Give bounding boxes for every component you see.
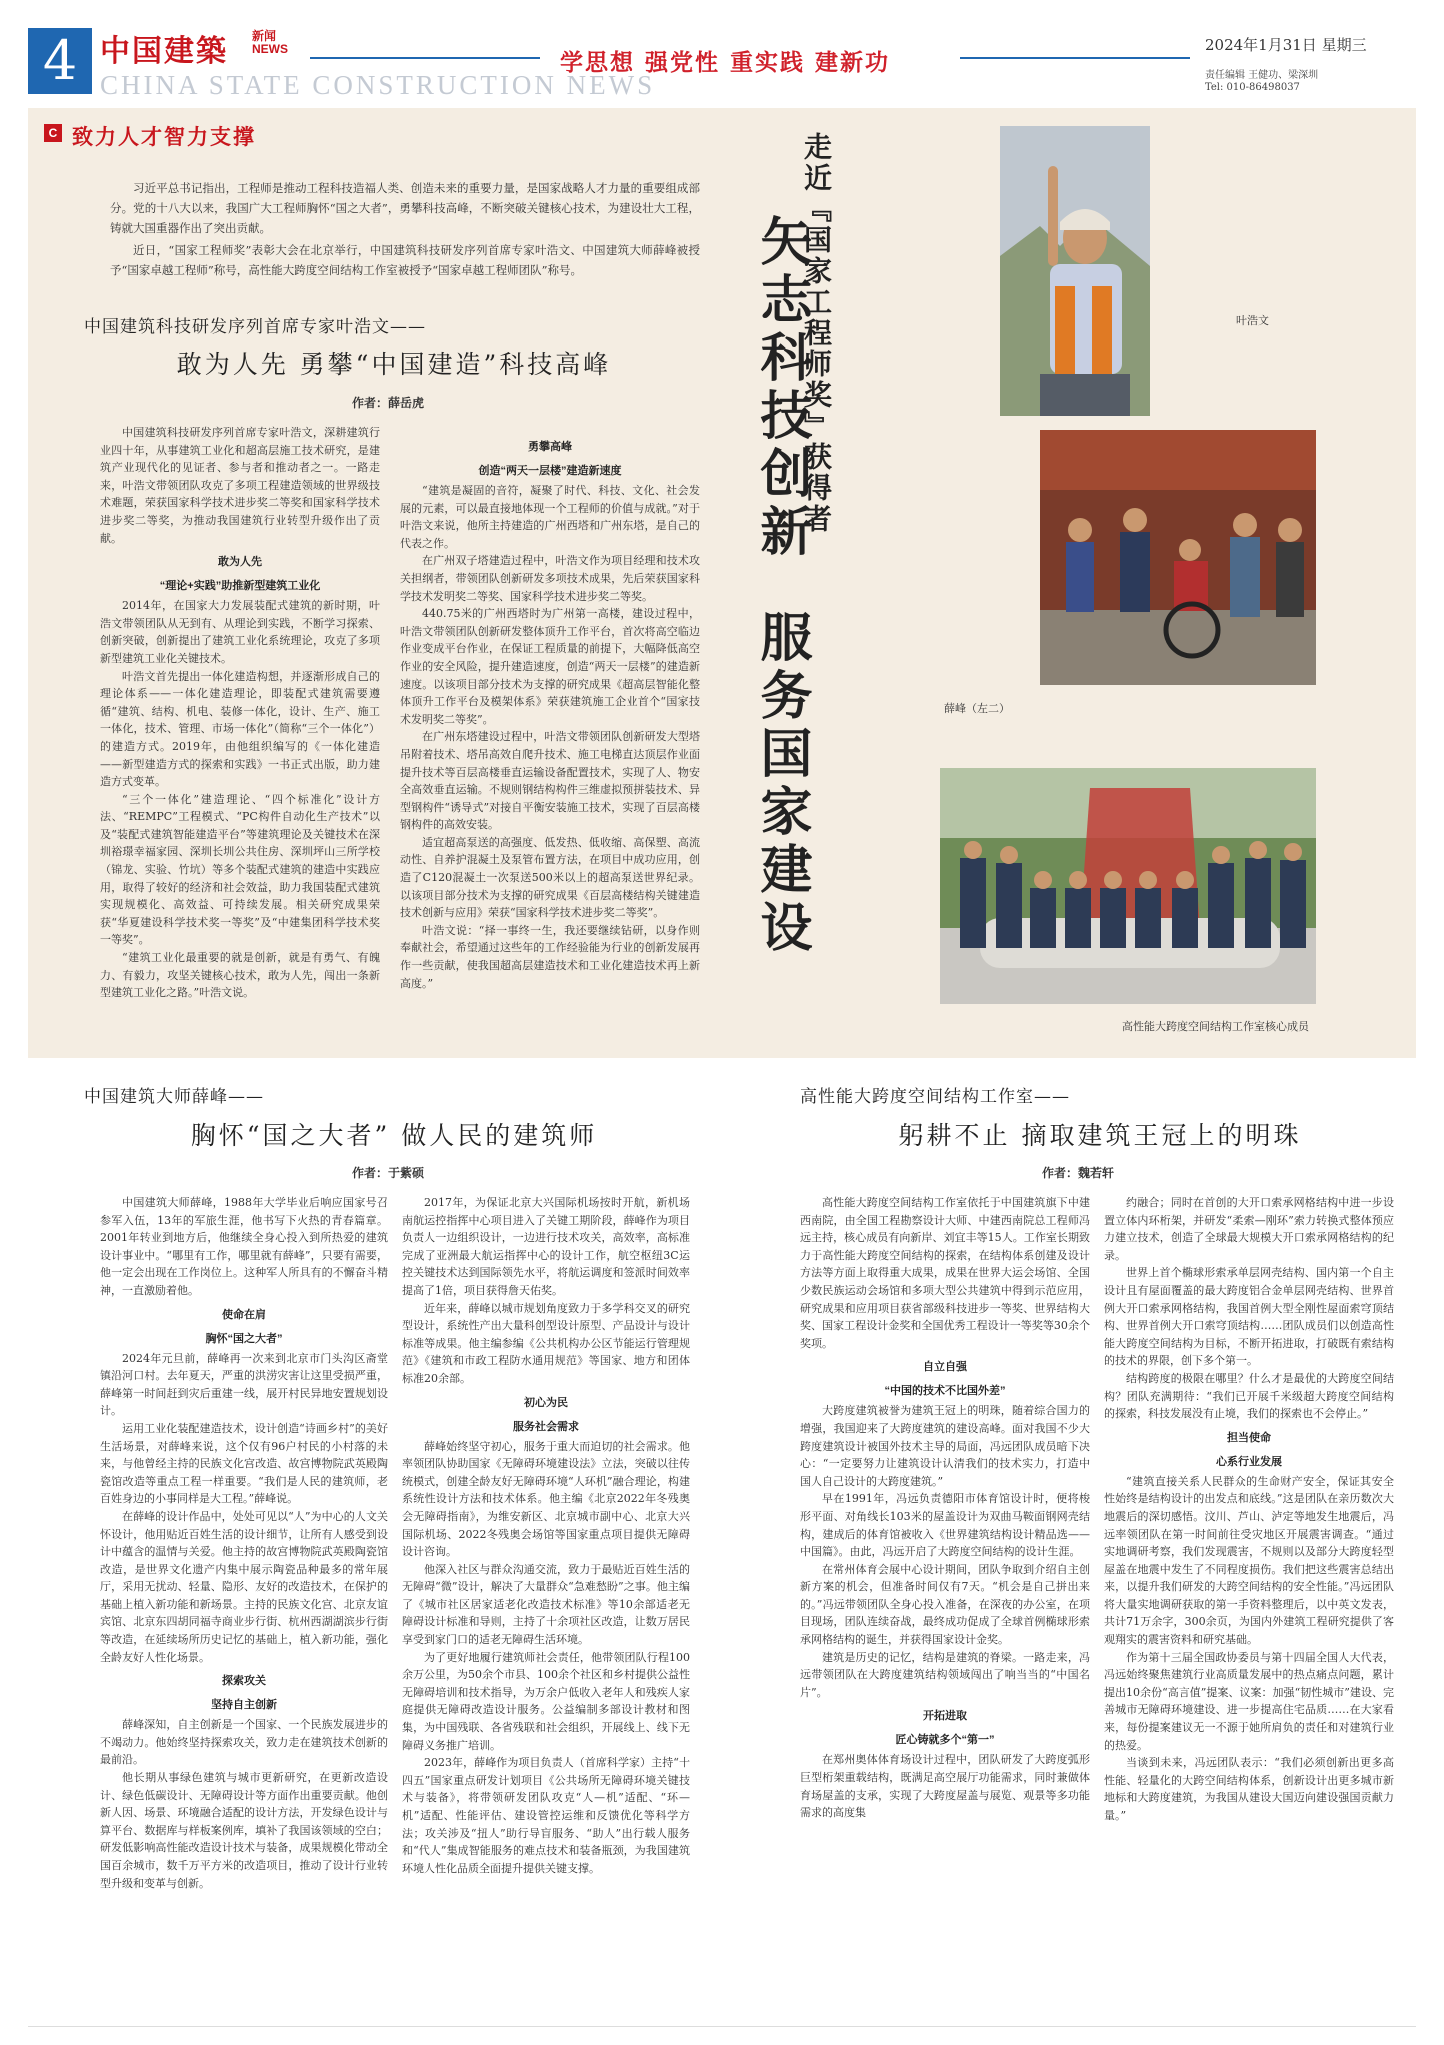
photo-team-image bbox=[940, 768, 1316, 1004]
issue-date: 2024年1月31日 星期三 bbox=[1205, 36, 1367, 54]
subheading: 心系行业发展 bbox=[1216, 1455, 1282, 1468]
paragraph: 薛峰深知，自主创新是一个国家、一个民族发展进步的不竭动力。他始终坚持探索攻关，致力走在建筑技术创新的最前沿。 bbox=[100, 1718, 388, 1767]
subheading: “中国的技术不比国外差” bbox=[884, 1385, 1006, 1398]
paragraph: 中国建筑科技研发序列首席专家叶浩文，深耕建筑行业四十年，从事建筑工业化和超高层施工技术研究，是建筑产业现代化的见证者、参与者和推动者之一。一路走来，叶浩文带领团队攻克了多项工程建造领域的世界级技术难题，荣获国家科学技术进步奖二等奖和国家科学技术进步奖二等奖，为推动我国建筑行业转型升级作出了贡献。 bbox=[100, 426, 380, 545]
page-number: 4 bbox=[28, 28, 92, 94]
section-title: 致力人才智力支撑 bbox=[72, 124, 256, 149]
logo-english: CHINA STATE CONSTRUCTION NEWS bbox=[100, 70, 656, 100]
editors: 责任编辑 王健功、梁深圳 bbox=[1205, 70, 1319, 81]
photo-ye-haowen-image bbox=[1000, 126, 1150, 416]
article3-kicker: 高性能大跨度空间结构工作室—— bbox=[800, 1087, 1070, 1107]
paragraph: 2024年元旦前，薛峰再一次来到北京市门头沟区斋堂镇沿河口村。去年夏天，严重的洪涝灾害让这里受损严重，薛峰第一时间赶到灾后重建一线，展开村民异地安置规划设计。 bbox=[100, 1351, 388, 1418]
paragraph: 2014年，在国家大力发展装配式建筑的新时期，叶浩文带领团队从无到有、从理论到实践，不断学习探索、创新突破，创新提出了建筑工业化系统理论，攻克了多项新型建筑工业化关键技术。 bbox=[100, 599, 380, 665]
logo-news-bottom: NEWS bbox=[252, 42, 288, 56]
paragraph: 结构跨度的极限在哪里？什么才是最优的大跨度空间结构？团队充满期待：“我们已开展千米级超大跨度空间结构的探索，科技发展没有止境，我们的探索也不会停止。” bbox=[1104, 1371, 1394, 1421]
intro-paragraph: 习近平总书记指出，工程师是推动工程科技造福人类、创造未来的重要力量，是国家战略人才力量的重要组成部分。党的十八大以来，我国广大工程师胸怀“国之大者”，勇攀科技高峰，不断突破关键核心技术，为建设壮大工程，铸就大国重器作出了突出贡献。 bbox=[110, 181, 700, 235]
subheading: 服务社会需求 bbox=[513, 1420, 579, 1433]
logo-chinese: 中国建築 bbox=[100, 34, 228, 69]
paragraph: 在郑州奥体体育场设计过程中，团队研发了大跨度弧形巨型桁架重载结构，既满足高空展厅功能需求，同时兼做体育场屋盖的支承，实现了大跨度屋盖与展览、观景等多功能需求的高度集 bbox=[800, 1753, 1090, 1820]
paragraph: 世界上首个椭球形索承单层网壳结构、国内第一个自主设计且有屋面覆盖的最大跨度铝合金单层网壳结构、世界首例大开口索承网格结构，我国首例大型全刚性屋面索穹顶结构、世界首例大开口索穹顶结构……团队成员们以创造高性能大跨度空间结构为目标，不断开拓进取，打破既有索结构的技术的界限，创下多个第一。 bbox=[1104, 1266, 1394, 1368]
subheading: 坚持自主创新 bbox=[211, 1699, 277, 1712]
paragraph: “建筑是凝固的音符，凝聚了时代、科技、文化、社会发展的元素，可以最直接地体现一个工程师的价值与成就。”对于叶浩文来说，他所主持建造的广州西塔和广州东塔，是自己的代表之作。 bbox=[400, 484, 700, 550]
paragraph: 中国建筑大师薛峰，1988年大学毕业后响应国家号召参军入伍，13年的军旅生涯，他书写下火热的青春篇章。2001年转业到地方后，他继续全身心投入到所热爱的建筑设计事业中。“哪里有工作，哪里就有薛峰”，只要有需要，他一定会出现在工作岗位上。这种军人所具有的不懈奋斗精神，一直激励着他。 bbox=[100, 1196, 388, 1297]
paragraph: 他深入社区与群众沟通交流，致力于最贴近百姓生活的无障碍“微”设计，解决了大量群众“急难愁盼”之事。他主编了《城市社区居家适老化改造技术标准》等10余部适老无障碍设计标准和导则，主持了十余项社区改造，让数万居民享受到家门口的适老无障碍生活环境。 bbox=[402, 1562, 690, 1647]
article2-byline: 作者：于紫硕 bbox=[352, 1166, 425, 1180]
photo-ye-haowen bbox=[1000, 126, 1150, 416]
paragraph: 薛峰始终坚守初心，服务于重大而迫切的社会需求。他率领团队协助国家《无障碍环境建设法》立法，突破以往传统模式，创建全龄友好无障碍环境“人环机”融合理论，构建系统性设计方法和技术体系。他主编《北京2022年冬残奥会无障碍指南》，为维安新区、北京城市副中心、北京大兴国际机场、2022冬残奥会场馆等国家重点项目提供无障碍设计咨询。 bbox=[402, 1439, 690, 1559]
paragraph: 大跨度建筑被誉为建筑王冠上的明珠，随着综合国力的增强，我国迎来了大跨度建筑的建设高峰。面对我国不少大跨度建筑设计被国外技术主导的局面，冯远团队成员暗下决心：“一定要努力让建筑设计认清我们的技术实力，打造中国人自己设计的大跨度建筑。” bbox=[800, 1404, 1090, 1488]
photo-xue-feng-caption: 薛峰（左二） bbox=[944, 702, 1010, 715]
paragraph: “建筑工业化最重要的就是创新，就是有勇气、有魄力、有毅力，攻坚关键核心技术，敢为人先，闯出一条新型建筑工业化之路。”叶浩文说。 bbox=[100, 951, 380, 1000]
article3-byline: 作者：魏若轩 bbox=[1042, 1166, 1115, 1180]
article2-column-2 bbox=[402, 1194, 690, 2014]
subheading: 开拓进取 bbox=[923, 1710, 967, 1723]
paragraph: “三个一体化”建造理论、“四个标准化”设计方法、“REMPC”工程模式、“PC构件自动化生产技术”以及“装配式建筑智能建造平台”等建筑理论及关键技术在深圳裕璟幸福家园、深圳长圳公共住房、深圳坪山三所学校（锦龙、实验、竹坑）等多个装配式建筑的建造中实践应用，取得了较好的经济和社会效益，助力我国装配式建筑实现规模化、高效益、可持续发展。相关研究成果荣获“华夏建设科学技术奖一等奖”及“中建集团科学技术奖一等奖”。 bbox=[100, 792, 380, 947]
paragraph: 在常州体育会展中心设计期间，团队争取到介绍自主创新方案的机会，但准备时间仅有7天。“机会是自己拼出来的。”冯远带领团队全身心投入准备，在深夜的办公室，在项目现场，团队连续奋战，最终成功促成了全球首例椭球形索承网格结构的诞生，并获得国家设计金奖。 bbox=[800, 1562, 1090, 1647]
slogan: 学思想 强党性 重实践 建新功 bbox=[560, 49, 891, 76]
paragraph: 运用工业化装配建造技术，设计创造“诗画乡村”的美好生活场景，对薛峰来说，这个仅有96户村民的小村落的未来，与他曾经主持的民族文化宫改造、故宫博物院武英殿陶瓷馆改造等重点工程一样重要。“我们是人民的建筑师，老百姓身边的小事同样是大工程。”薛峰说。 bbox=[100, 1421, 388, 1506]
subheading: 初心为民 bbox=[524, 1396, 568, 1409]
vertical-headline-line2: 服务国家建设 bbox=[751, 610, 812, 958]
paragraph: 高性能大跨度空间结构工作室依托于中国建筑旗下中建西南院，由全国工程勘察设计大师、中建西南院总工程师冯远主持，核心成员有向新岸、刘宜丰等15人。工作室长期致力于高性能大跨度空间结构的探索，在结构体系创建及设计方法等方面上取得重大成果，成果在世界大运会场馆、全国少数民族运动会场馆和多项大型公共建筑中得到示范应用，研究成果和应用项目获省部级科技进步一等奖、世界结构大奖、国家工程设计金奖和全国优秀工程设计一等奖等30余个奖项。 bbox=[800, 1196, 1090, 1350]
vertical-headline-line1: 矢志科技创新 bbox=[751, 214, 812, 562]
photo-ye-haowen-caption: 叶浩文 bbox=[1236, 314, 1269, 327]
paragraph: 在广州东塔建设过程中，叶浩文带领团队创新研发大型塔吊附着技术、塔吊高效自爬升技术、施工电梯直达顶层作业面提升技术等百层高楼垂直运输设备配置技术，实现了人、物安全高效垂直运输。不规则钢结构构件三维虚拟预拼装技术、异型钢构件“诱导式”对接自平衡安装施工技术，实现了百层高楼钢构件的高效安装。 bbox=[400, 730, 700, 832]
subheading: “理论+实践”助推新型建筑工业化 bbox=[159, 580, 321, 593]
page-bottom-rule bbox=[28, 2026, 1416, 2027]
subheading: 探索攻关 bbox=[222, 1675, 266, 1688]
telephone: Tel: 010-86498037 bbox=[1205, 82, 1300, 93]
paragraph: 作为第十三届全国政协委员与第十四届全国人大代表，冯远始终聚焦建筑行业高质量发展中的热点痛点问题，累计提出10余份“高言值”提案、议案：加强“韧性城市”建设、完善城市无障碍环境建设、进一步提高住宅品质……在大家看来，每份提案建议无一不源于她所肩负的责任和对建筑行业的热爱。 bbox=[1104, 1650, 1394, 1752]
paragraph: 440.75米的广州西塔时为广州第一高楼，建设过程中，叶浩文带领团队创新研发整体顶升工作平台，首次将高空临边作业变成平台作业，在保证工程质量的前提下，大幅降低高空作业的安全风险，提升建造速度，创造“两天一层楼”的建造新速度。以该项目部分技术为支撑的研究成果《超高层智能化整体顶升工作平台及模架体系》荣获建筑施工企业首个“国家技术发明奖二等奖”。 bbox=[400, 607, 700, 726]
paragraph: “建筑直接关系人民群众的生命财产安全，保证其安全性始终是结构设计的出发点和底线。”这是团队在亲历数次大地震后的深切感悟。汶川、芦山、泸定等地发生地震后，冯远率领团队在第一时间前往受灾地区开展震害调查。“通过实地调研考察，我们发现震害，不规则以及部分大跨度轻型屋盖在地震中发生了不同程度损伤。我们把这些震害总结出来，以提升我们研发的大跨空间结构的安全性能。”冯远团队将大量实地调研获取的第一手资料整理后，以中英文发表，共计71万余字，300余页，为国内外建筑工程研究提供了客观翔实的震害资料和研究基础。 bbox=[1104, 1474, 1394, 1647]
article3-headline: 躬耕不止 摘取建筑王冠上的明珠 bbox=[898, 1121, 1302, 1150]
subheading: 勇攀高峰 bbox=[528, 441, 572, 453]
subheading: 创造“两天一层楼”建造新速度 bbox=[478, 465, 622, 477]
intro bbox=[110, 178, 700, 282]
paragraph: 当谈到未来，冯远团队表示：“我们必须创新出更多高性能、轻量化的大跨空间结构体系，创新设计出更多城市新地标和大跨度建筑，为我国从建设大国迈向建设强国贡献力量。” bbox=[1104, 1756, 1394, 1822]
paragraph: 在薛峰的设计作品中，处处可见以“人”为中心的人文关怀设计，他用贴近百姓生活的设计细节，让所有人感受到设计中蕴含的温情与关爱。他主持的故宫博物院武英殿陶瓷馆改造，是世界文化遗产内集中展示陶瓷品种最多的常年展厅，采用无扰动、轻量、隐形、友好的改造技术，在保护的基础上植入新功能和新场景。主持的民族文化宫、北京友谊宾馆、北京东四胡同福寺商业步行街、杭州西湖湖滨步行街等改造，在延续场所历史记忆的基础上，植入新功能，强化全龄友好人性化场景。 bbox=[100, 1509, 388, 1664]
article1-byline: 作者：薛岳虎 bbox=[352, 396, 425, 410]
paragraph: 适宜超高泵送的高强度、低发热、低收缩、高保塑、高流动性、自养护混凝土及泵管布置方法，在项目中成功应用，创造了C120混凝土一次泵送500米以上的超高泵送世界纪录。以该项目部分技术为支撑的研究成果《百层高楼结构关键建造技术创新与应用》荣获“国家科学技术进步奖二等奖”。 bbox=[400, 835, 700, 920]
article2-column-1 bbox=[100, 1194, 388, 2014]
paragraph: 他长期从事绿色建筑与城市更新研究，在更新改造设计、绿色低碳设计、无障碍设计等方面作出重要贡献。他创新人因、场景、环境融合适配的设计方法，开发绿色设计与算平台、数据库与样板案例库，填补了我国该领域的空白；研发低影响高性能改造设计技术与装备，成果规模化带动全国百余城市，数千万平方米的改造项目，推动了设计行业转型升级和变革与创新。 bbox=[100, 1771, 388, 1890]
article2-kicker: 中国建筑大师薛峰—— bbox=[84, 1087, 264, 1107]
paragraph: 早在1991年，冯远负责德阳市体育馆设计时，便将梭形平面、对角线长103米的屋盖设计为双曲马鞍面钢网壳结构，建成后的体育馆被收入《世界建筑结构设计精品选——中国篇》。由此，冯远开启了大跨度空间结构的设计生涯。 bbox=[800, 1492, 1090, 1559]
logo-news-top: 新闻 bbox=[252, 29, 277, 43]
paragraph: 建筑是历史的记忆，结构是建筑的脊梁。一路走来，冯远带领团队在大跨度建筑结构领域闯出了响当当的“中国名片”。 bbox=[800, 1650, 1090, 1699]
header-rule-right bbox=[960, 57, 1190, 59]
header-rule-left bbox=[310, 57, 540, 59]
article3-column-1 bbox=[800, 1194, 1090, 2014]
paragraph: 约融合；同时在首创的大开口索承网格结构中进一步设置立体内环桁架，并研发“柔索—刚环”索力转换式整体预应力建立技术，创造了全球最大规模大开口索承网格结构的纪录。 bbox=[1104, 1196, 1394, 1262]
subheading: 胸怀“国之大者” bbox=[205, 1332, 283, 1345]
section-tag: C bbox=[44, 124, 62, 142]
masthead bbox=[0, 0, 1444, 110]
paragraph: 叶浩文首先提出一体化建造构想，并逐渐形成自己的理论体系——一体化建造理论，即装配式建筑需要遵循“建筑、结构、机电、装修一体化，设计、生产、施工一体化，技术、管理、市场一体化”（简称“三个一体化”）的建造方式。2019年，由他组织编写的《一体化建造——新型建造方式的探索和实践》一书正式出版，助力建造方式变革。 bbox=[100, 669, 380, 789]
vertical-subheadline: 走近『国家工程师奖』获得者 bbox=[800, 132, 833, 535]
photo-team bbox=[940, 768, 1316, 1004]
article1-kicker: 中国建筑科技研发序列首席专家叶浩文—— bbox=[84, 317, 426, 337]
subheading: 匠心铸就多个“第一” bbox=[895, 1734, 995, 1747]
photo-team-caption: 高性能大跨度空间结构工作室核心成员 bbox=[1122, 1020, 1309, 1033]
intro-paragraph: 近日，“国家工程师奖”表彰大会在北京举行，中国建筑科技研发序列首席专家叶浩文、中国建筑大师薛峰被授予“国家卓越工程师”称号，高性能大跨度空间结构工作室被授予“国家卓越工程师团队”称号。 bbox=[110, 243, 700, 277]
article1-column-2 bbox=[400, 432, 700, 1042]
photo-xue-feng-image bbox=[1040, 430, 1316, 685]
paragraph: 2017年，为保证北京大兴国际机场按时开航，新机场南航运控指挥中心项目进入了关键工期阶段，薛峰作为项目负责人一边组织设计，一边进行技术攻关，高效率，高标准完成了亚洲最大航运指挥中心的设计工作，航空枢纽3C运控关键技术达到国际领先水平，将航运调度和签派时间效率提高了1倍，项目获得詹天佑奖。 bbox=[402, 1196, 690, 1297]
subheading: 敢为人先 bbox=[218, 556, 262, 569]
subheading: 担当使命 bbox=[1227, 1431, 1271, 1444]
logo-news bbox=[252, 30, 288, 56]
article1-headline: 敢为人先 勇攀“中国建造”科技高峰 bbox=[176, 350, 612, 379]
article1-column-1 bbox=[100, 424, 380, 1044]
paragraph: 2023年，薛峰作为项目负责人（首席科学家）主持“十四五”国家重点研发计划项目《公共场所无障碍环境关键技术与装备》，将带领研发团队攻克“人—机”适配、“环—机”适配、性能评估、建设管控运维和反馈优化等科学方法；攻关涉及“扭人”助行导盲服务、“助人”出行载人服务和“代人”集成智能服务的难点技术和装备瓶颈，为我国建筑环境人性化品质全面提升提供关键支撑。 bbox=[402, 1756, 690, 1875]
paragraph: 在广州双子塔建造过程中，叶浩文作为项目经理和技术攻关担纲者，带领团队创新研发多项技术成果，先后荣获国家科学技术发明奖二等奖、国家科学技术进步奖二等奖。 bbox=[400, 554, 700, 603]
subheading: 使命在肩 bbox=[222, 1308, 266, 1321]
article3-column-2 bbox=[1104, 1194, 1394, 2014]
paragraph: 近年来，薛峰以城市规划角度致力于多学科交叉的研究型设计，系统性产出大量科创型设计原型、产品设计与设计标准等成果。他主编参编《公共机构办公区节能运行管理规范》《建筑和市政工程防水通用规范》等国家、地方和团体标准20余部。 bbox=[402, 1301, 690, 1385]
paragraph: 为了更好地履行建筑师社会责任，他带领团队行程100余万公里，为50余个市县、100余个社区和乡村提供公益性无障碍培训和技术指导，为万余户低收入老年人和残疾人家庭提供无障碍改造设计服务。公益编制多部设计教材和图集，为中国残联、各省残联和社会组织，开展线上、线下无障碍义务推广培训。 bbox=[402, 1650, 690, 1752]
subheading: 自立自强 bbox=[923, 1361, 967, 1374]
article2-headline: 胸怀“国之大者” 做人民的建筑师 bbox=[190, 1121, 598, 1150]
paragraph: 叶浩文说：“择一事终一生，我还要继续钻研，以身作则奉献社会，希望通过这些年的工作经验能为行业的创新发展再作一些贡献，使我国超高层建造技术和工业化建造技术再上新高度。” bbox=[400, 923, 700, 990]
photo-xue-feng bbox=[1040, 430, 1316, 685]
